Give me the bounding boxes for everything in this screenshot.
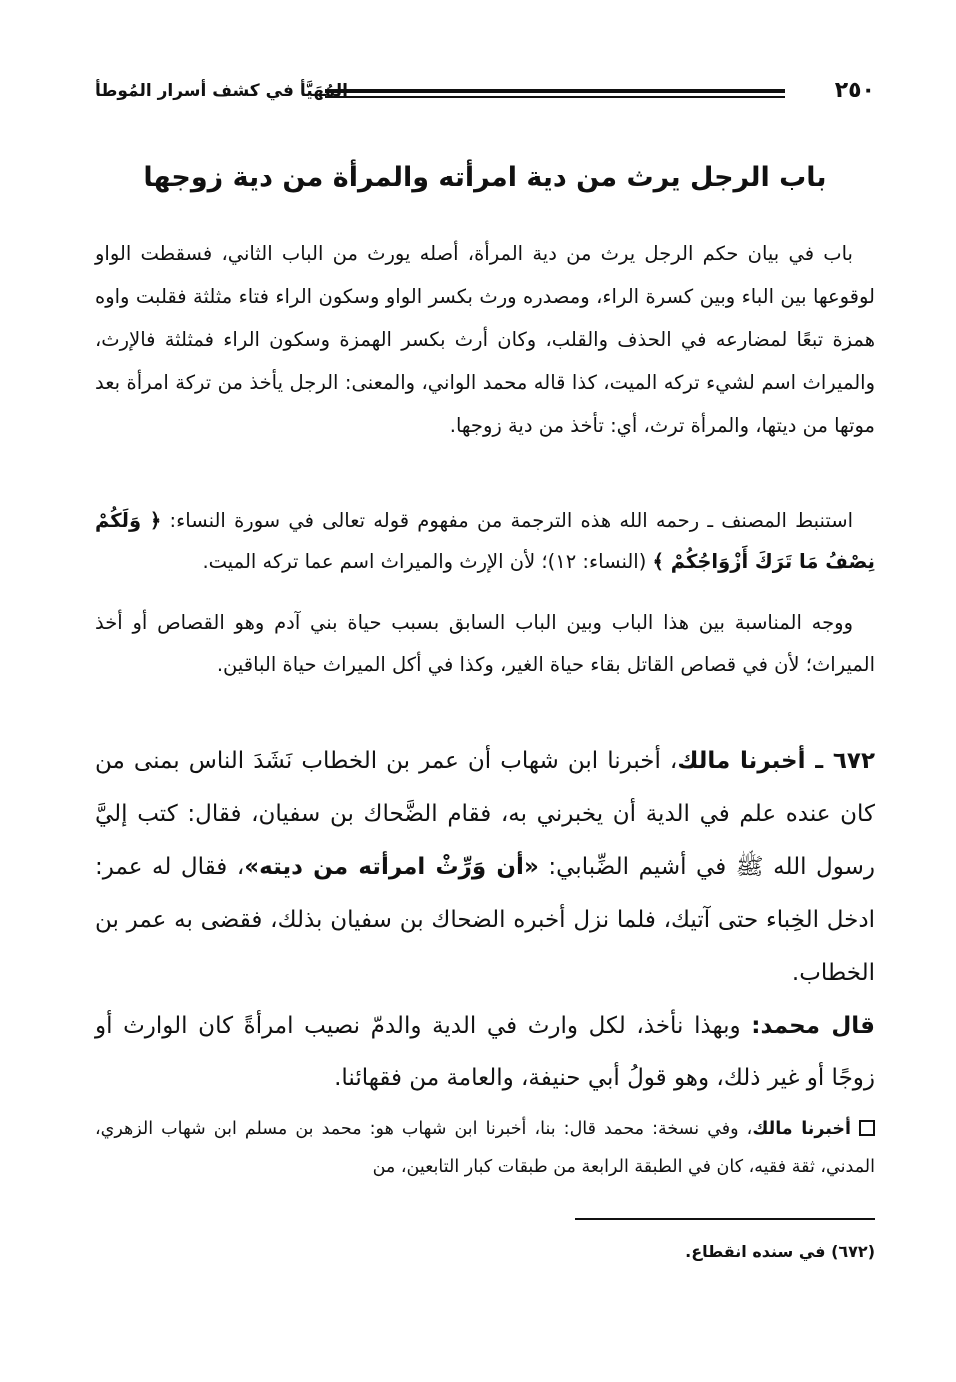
hadith-lead: ٦٧٢ ـ أخبرنا مالك: [677, 748, 875, 774]
istinbat-text-before: استنبط المصنف ـ رحمه الله هذه الترجمة من مفهوم قوله تعالى في سورة النساء:: [169, 509, 853, 532]
header-rule: [325, 89, 785, 99]
quran-verse: ﴿ وَلَكُمْ نِصْفُ مَا تَرَكَ أَزْوَاجُكُمْ ﴾: [95, 509, 875, 573]
commentary-lead: أخبرنا مالك: [752, 1119, 851, 1139]
page: [95, 0, 875, 1382]
qala-lead: قال محمد:: [751, 1013, 875, 1039]
hadith-paragraph: [95, 735, 875, 1000]
hadith-quote: «أن وَرِّثْ امرأته من ديته»: [244, 854, 539, 880]
book-title: المُهَيَّأ في كشف أسرار المُوطأ: [95, 81, 348, 101]
header-rule-thin: [325, 96, 785, 98]
footnote: (٦٧٢) في سنده انقطاع.: [685, 1242, 875, 1261]
hadith-text-before: ، أخبرنا ابن شهاب أن عمر بن الخطاب نَشَدَ الناس بمنى من كان عنده علم في الدية أن يخبرني به، فقام الضَّحاك بن سفيان، فقال: كتب إليَّ رسول الله ﷺ في أشيم الضِّبابي:: [95, 748, 875, 880]
square-box-icon: [859, 1120, 875, 1136]
qala-paragraph: [95, 1000, 875, 1104]
commentary-paragraph: [95, 1110, 875, 1186]
munasaba-paragraph: ووجه المناسبة بين هذا الباب وبين الباب السابق بسبب حياة بني آدم وهو القصاص أو أخذ الميراث؛ لأن في قصاص القاتل بقاء حياة الغير، وكذا في أكل الميراث حياة الباقين.: [95, 611, 875, 676]
footnote-rule: [575, 1218, 875, 1220]
hadith-text-after: ، فقال له عمر: ادخل الخِباء حتى آتيك، فلما نزل أخبره الضحاك بن سفيان بذلك، فقضى به عمر بن الخطاب.: [95, 854, 875, 986]
page-header: [95, 76, 875, 116]
header-rule-thick: [325, 89, 785, 93]
page-number: ٢٥٠: [834, 78, 875, 103]
chapter-title: باب الرجل يرث من دية امرأته والمرأة من دية زوجها: [143, 162, 827, 193]
commentary-text: ، وفي نسخة: محمد قال: بنا، أخبرنا ابن شهاب هو: محمد بن مسلم ابن شهاب الزهري، المدني، ثقة فقيه، كان في الطبقة الرابعة من طبقات كبار التابعين، من: [95, 1119, 875, 1177]
qala-text: وبهذا نأخذ، لكل وارث في الدية والدمّ نصيب امرأةً كان الوارث أو زوجًا أو غير ذلك، وهو قولُ أبي حنيفة، والعامة من فقهائنا.: [95, 1013, 875, 1091]
istinbat-text-after: (النساء: ١٢)؛ لأن الإرث والميراث اسم عما تركه الميت.: [202, 550, 647, 573]
istinbat-paragraph: [95, 500, 875, 582]
intro-paragraph: باب في بيان حكم الرجل يرث من دية المرأة، أصله يورث من الباب الثاني، فسقطت الواو لوقوعها بين الباء وبين كسرة الراء، ومصدره ورث بكسر الواو وسكون الراء فتاء مثلثة فقلبت واوه همزة تبعًا لمضارعه في الحذف والقلب، وكان أرث بكسر الهمزة وسكون الراء فمثلثة فالإرث، والميراث اسم لشيء تركه الميت، كذا قاله محمد الواني، والمعنى: الرجل يأخذ من تركة امرأة بعد موتها من ديتها، والمرأة ترث، أي: تأخذ من دية زوجها.: [95, 242, 875, 437]
